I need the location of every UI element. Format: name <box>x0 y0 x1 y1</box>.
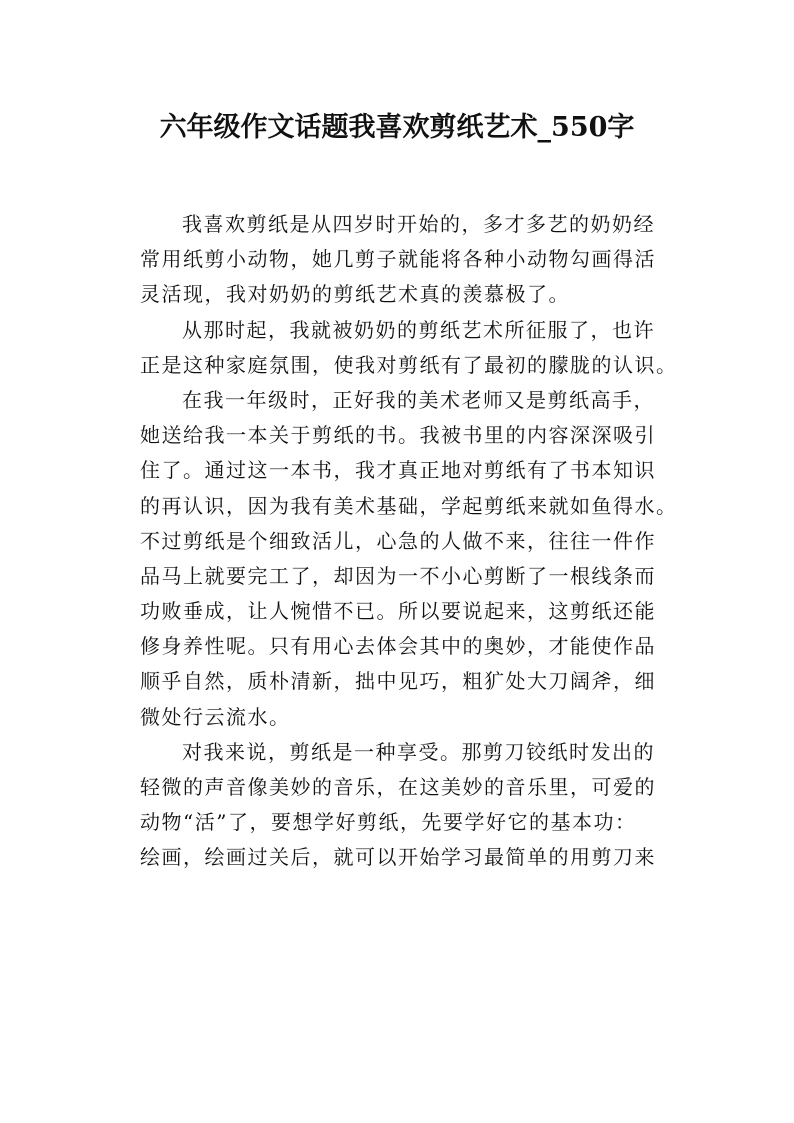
text-line: 轻微的声音像美妙的音乐，在这美妙的音乐里，可爱的 <box>140 775 656 799</box>
text-line: 正是这种家庭氛围，使我对剪纸有了最初的朦胧的认识。 <box>140 352 678 377</box>
document-body <box>140 207 680 876</box>
text-line: 住了。通过这一本书，我才真正地对剪纸有了书本知识 <box>140 458 656 483</box>
text-line: 在我一年级时，正好我的美术老师又是剪纸高手， <box>182 387 655 412</box>
text-line: 动物“活”了，要想学好剪纸，先要学好它的基本功： <box>140 810 637 835</box>
text-line: 常用纸剪小动物，她几剪子就能将各种小动物勾画得活 <box>140 247 656 272</box>
document-title: 六年级作文话题我喜欢剪纸艺术_550字 <box>159 112 635 143</box>
text-line: 修身养性呢。只有用心去体会其中的奥妙，才能使作品 <box>140 634 656 659</box>
text-line: 的再认识，因为我有美术基础，学起剪纸来就如鱼得水。 <box>140 493 678 518</box>
text-line: 微处行云流水。 <box>140 704 291 729</box>
text-line: 绘画，绘画过关后，就可以开始学习最简单的用剪刀来 <box>140 845 656 870</box>
text-line: 她送给我一本关于剪纸的书。我被书里的内容深深吸引 <box>140 423 656 448</box>
text-line: 功败垂成，让人惋惜不已。所以要说起来，这剪纸还能 <box>140 599 656 624</box>
text-line: 从那时起，我就被奶奶的剪纸艺术所征服了，也许 <box>182 317 655 342</box>
text-line: 灵活现，我对奶奶的剪纸艺术真的羡慕极了。 <box>140 282 570 307</box>
text-line: 不过剪纸是个细致活儿，心急的人做不来，往往一件作 <box>140 528 656 553</box>
text-line: 品马上就要完工了，却因为一不小心剪断了一根线条而 <box>140 563 656 588</box>
text-line: 对我来说，剪纸是一种享受。那剪刀铰纸时发出的 <box>182 739 655 764</box>
text-line: 顺乎自然，质朴清新，拙中见巧，粗犷处大刀阔斧，细 <box>140 669 656 694</box>
text-line: 我喜欢剪纸是从四岁时开始的，多才多艺的奶奶经 <box>182 212 655 236</box>
